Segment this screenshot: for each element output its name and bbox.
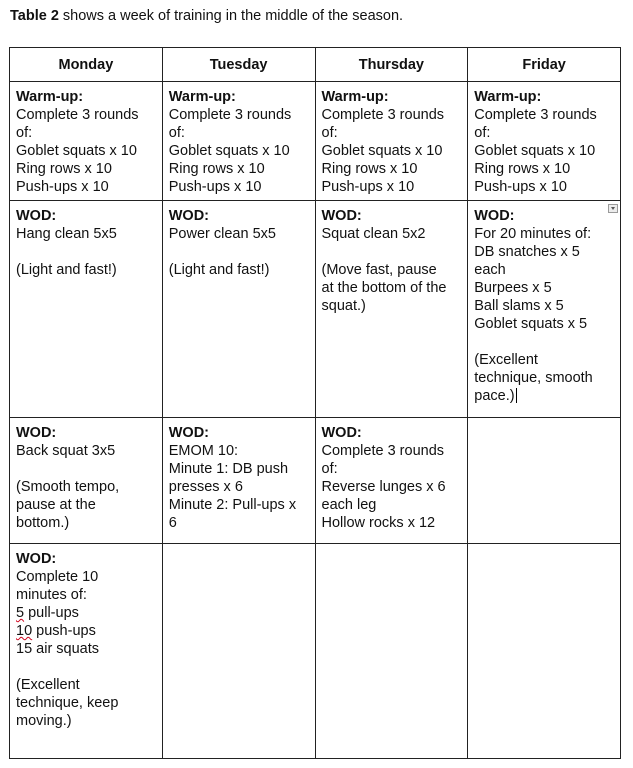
cell-monday[interactable] <box>10 201 163 418</box>
caption-text: shows a week of training in the middle of the season. <box>58 8 404 24</box>
cell-line: Ring rows x 10 <box>16 161 112 177</box>
cell-line: Ring rows x 10 <box>168 161 265 177</box>
cell-friday[interactable] <box>468 544 621 759</box>
header-friday: Friday <box>468 48 621 82</box>
cell-line: of: <box>321 125 338 141</box>
cell-monday[interactable] <box>10 544 163 759</box>
cell-tuesday[interactable] <box>162 201 315 418</box>
cell-heading: WOD: <box>474 208 515 224</box>
cell-line: each leg <box>321 497 377 513</box>
cell-heading: WOD: <box>16 208 57 224</box>
cell-heading: Warm-up: <box>321 89 389 105</box>
cell-line: pause at the <box>16 497 96 513</box>
header-row <box>10 48 621 82</box>
cell-line: Complete 3 rounds <box>16 107 139 123</box>
table-caption <box>10 7 403 25</box>
cell-heading: WOD: <box>321 208 362 224</box>
cell-line: (Excellent <box>16 677 80 693</box>
cell-line <box>322 243 463 261</box>
cell-line: of: <box>16 125 33 141</box>
cell-line <box>474 333 615 351</box>
cell-line: 6 <box>168 515 177 531</box>
cell-line: each <box>474 262 506 278</box>
cell-line: Back squat 3x5 <box>16 443 116 459</box>
cell-line: minutes of: <box>16 587 87 603</box>
cell-line: Complete 10 <box>16 569 99 585</box>
training-table <box>9 47 621 759</box>
cell-line: EMOM 10: <box>168 443 239 459</box>
table-row <box>10 544 621 759</box>
spellcheck-underline: 10 <box>16 623 33 639</box>
dropdown-arrow-icon[interactable] <box>608 204 618 213</box>
cell-line: Goblet squats x 10 <box>168 143 290 159</box>
cell-line: Reverse lunges x 6 <box>321 479 446 495</box>
cell-thursday[interactable] <box>315 82 468 201</box>
cell-line: (Excellent <box>474 352 538 368</box>
table-row <box>10 201 621 418</box>
cell-line: Squat clean 5x2 <box>321 226 426 242</box>
cell-line: DB snatches x 5 <box>474 244 580 260</box>
cell-heading: Warm-up: <box>16 89 84 105</box>
cell-line: Hang clean 5x5 <box>16 226 117 242</box>
cell-line: technique, keep <box>16 695 119 711</box>
cell-line: Complete 3 rounds <box>168 107 292 123</box>
cell-line: (Light and fast!) <box>16 262 117 278</box>
cell-line: Push-ups x 10 <box>321 179 415 195</box>
cell-line: presses x 6 <box>168 479 243 495</box>
cell-heading: WOD: <box>168 425 210 441</box>
cell-line: For 20 minutes of: <box>474 226 592 242</box>
cell-friday[interactable] <box>468 201 621 418</box>
cell-line: Burpees x 5 <box>474 280 552 296</box>
spellcheck-underline: 5 <box>16 605 25 621</box>
cell-heading: WOD: <box>16 425 57 441</box>
cell-line <box>16 460 157 478</box>
cell-thursday[interactable] <box>315 418 468 544</box>
cell-line: Complete 3 rounds <box>321 107 445 123</box>
header-thursday: Thursday <box>315 48 468 82</box>
cell-heading: Warm-up: <box>474 89 542 105</box>
cell-line <box>16 658 157 676</box>
cell-line: Minute 2: Pull-ups x <box>168 497 297 513</box>
cell-line: of: <box>474 125 491 141</box>
cell-line: Complete 3 rounds <box>321 443 445 459</box>
cell-line: Power clean 5x5 <box>168 226 276 242</box>
header-tuesday: Tuesday <box>162 48 315 82</box>
cell-line: Goblet squats x 10 <box>16 143 137 159</box>
text-cursor-icon <box>516 388 517 403</box>
cell-line: Push-ups x 10 <box>16 179 109 195</box>
cell-line: bottom.) <box>16 515 70 531</box>
cell-line: pace.) <box>474 388 515 404</box>
cell-line: Goblet squats x 5 <box>474 316 588 332</box>
cell-tuesday[interactable] <box>162 418 315 544</box>
cell-line: of: <box>321 461 338 477</box>
cell-line: Push-ups x 10 <box>168 179 262 195</box>
header-monday: Monday <box>10 48 163 82</box>
cell-line: of: <box>168 125 185 141</box>
cell-line: Minute 1: DB push <box>168 461 289 477</box>
cell-tuesday[interactable] <box>162 544 315 759</box>
cell-line <box>16 243 157 261</box>
cell-line: 5 pull-ups <box>16 605 79 621</box>
cell-line: squat.) <box>321 298 366 314</box>
cell-line: Ring rows x 10 <box>474 161 571 177</box>
cell-line: technique, smooth <box>474 370 593 386</box>
cell-line: (Smooth tempo, <box>16 479 120 495</box>
cell-heading: WOD: <box>321 425 362 441</box>
cell-thursday[interactable] <box>315 201 468 418</box>
cell-line: Ball slams x 5 <box>474 298 564 314</box>
cell-line: Goblet squats x 10 <box>321 143 443 159</box>
cell-monday[interactable] <box>10 82 163 201</box>
cell-thursday[interactable] <box>315 544 468 759</box>
cell-heading: WOD: <box>168 208 210 224</box>
cell-line: Ring rows x 10 <box>321 161 418 177</box>
cell-line: Goblet squats x 10 <box>474 143 596 159</box>
cell-friday[interactable] <box>468 82 621 201</box>
cell-line <box>169 243 310 261</box>
cell-heading: Warm-up: <box>168 89 236 105</box>
cell-friday[interactable] <box>468 418 621 544</box>
cell-line: 10 push-ups <box>16 623 96 639</box>
cell-line: Push-ups x 10 <box>474 179 567 195</box>
cell-line: at the bottom of the <box>321 280 447 296</box>
cell-line: Hollow rocks x 12 <box>321 515 436 531</box>
table-row <box>10 82 621 201</box>
cell-line: 15 air squats <box>16 641 100 657</box>
cell-tuesday[interactable] <box>162 82 315 201</box>
table-row <box>10 418 621 544</box>
cell-line: (Light and fast!) <box>168 262 270 278</box>
cell-monday[interactable] <box>10 418 163 544</box>
cell-line: moving.) <box>16 713 72 729</box>
cell-heading: WOD: <box>16 551 57 567</box>
cell-line: Complete 3 rounds <box>474 107 597 123</box>
cell-line: (Move fast, pause <box>321 262 437 278</box>
caption-label: Table 2 <box>10 8 59 24</box>
